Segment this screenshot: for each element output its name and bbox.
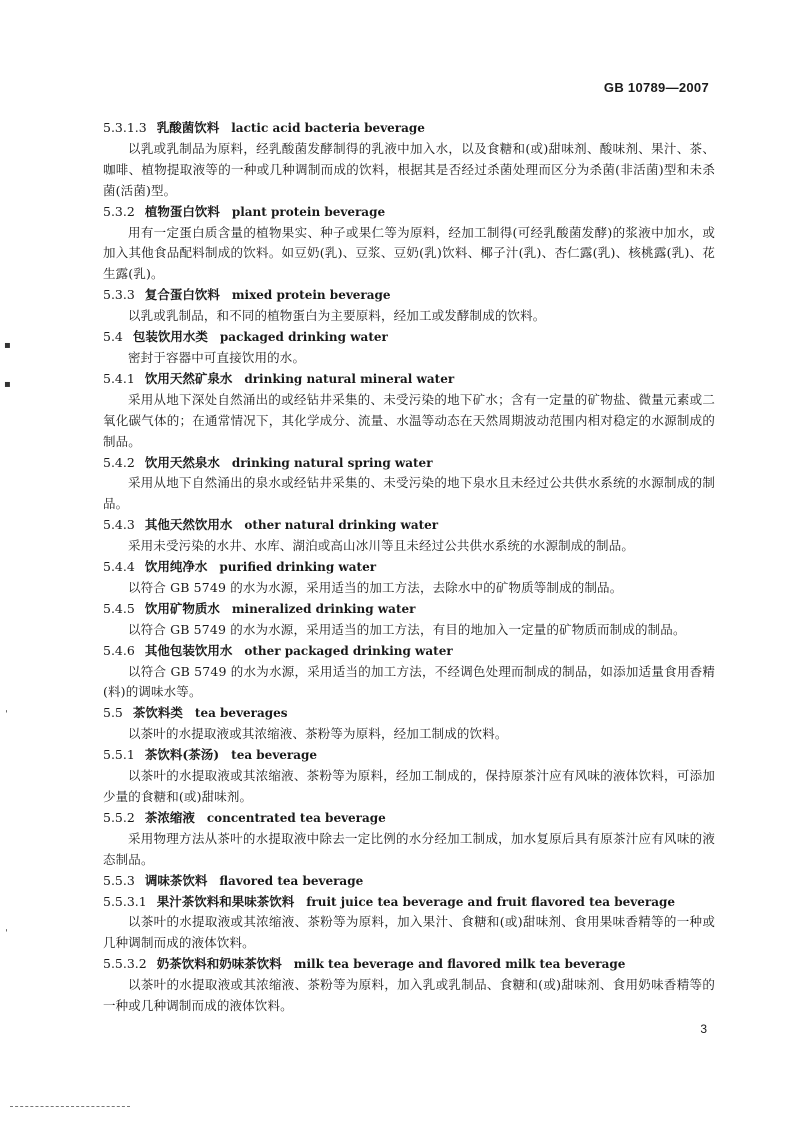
section-heading	[103, 808, 715, 829]
section-paragraph: 以符合 GB 5749 的水为水源，采用适当的加工方法，不经调色处理而制成的制品，如添加适量食用香精(料)的调味水等。	[103, 663, 715, 700]
scan-footer-rule	[10, 1106, 130, 1107]
section-title-chinese: 茶饮料类	[132, 705, 183, 721]
document-body	[103, 118, 715, 1017]
section	[103, 557, 715, 599]
document-code: GB 10789—2007	[603, 80, 709, 95]
section-heading	[103, 954, 715, 975]
section-title-chinese: 调味茶饮料	[144, 872, 208, 888]
section-paragraph: 采用从地下自然涌出的泉水或经钻井采集的、未受污染的地下泉水且未经过公共供水系统的水源制成的制品。	[103, 475, 715, 512]
section-title-english: milk tea beverage and flavored milk tea beverage	[293, 957, 626, 972]
section-number: 5.5.3	[103, 872, 135, 888]
section-heading	[103, 871, 715, 892]
section-title-chinese: 饮用天然矿泉水	[144, 370, 233, 386]
section-number: 5.4.3	[103, 517, 135, 533]
section-paragraph: 以符合 GB 5749 的水为水源，采用适当的加工方法，去除水中的矿物质等制成的制品。	[128, 579, 623, 595]
section-title-chinese: 茶饮料(茶汤)	[144, 747, 220, 763]
section-number: 5.4.4	[103, 559, 135, 575]
section-title-chinese: 植物蛋白饮料	[144, 203, 220, 219]
section	[103, 285, 715, 327]
section	[103, 599, 715, 641]
section-title-chinese: 复合蛋白饮料	[144, 287, 220, 303]
section-paragraph: 采用从地下深处自然涌出的或经钻井采集的、未受污染的地下矿水；含有一定量的矿物盐、微量元素或二氧化碳气体的；在通常情况下，其化学成分、流量、水温等动态在天然周期波动范围内相对稳定的水源制成的制品。	[103, 391, 715, 449]
section-heading	[103, 599, 715, 620]
section-title-english: mixed protein beverage	[231, 288, 391, 303]
section-title-chinese: 包装饮用水类	[132, 329, 208, 345]
section-heading	[103, 327, 715, 348]
section-paragraph: 以茶叶的水提取液或其浓缩液、茶粉等为原料，加入乳或乳制品、食糖和(或)甜味剂、食用奶味香精等的一种或几种调制而成的液体饮料。	[103, 977, 715, 1014]
section-title-chinese: 其他天然饮用水	[144, 517, 233, 533]
section-heading	[103, 703, 715, 724]
section-paragraph: 以乳或乳制品为原料，经乳酸菌发酵制得的乳液中加入水，以及食糖和(或)甜味剂、酸味剂、果汁、茶、咖啡、植物提取液等的一种或几种调制而成的饮料，根据其是否经过杀菌处理而区分为杀菌(非活菌)型和未杀菌(活菌)型。	[103, 140, 715, 198]
section-number: 5.3.2	[103, 203, 135, 219]
section	[103, 641, 715, 704]
section-title-english: other packaged drinking water	[244, 643, 453, 658]
section-number: 5.3.1.3	[103, 120, 147, 135]
section-paragraph: 采用未受污染的水井、水库、湖泊或高山冰川等且未经过公共供水系统的水源制成的制品。	[128, 538, 635, 554]
section	[103, 808, 715, 871]
section-heading	[103, 453, 715, 474]
section-number: 5.4.5	[103, 600, 135, 616]
section-title-english: tea beverages	[194, 706, 288, 721]
section	[103, 892, 715, 955]
section-paragraph: 以茶叶的水提取液或其浓缩液、茶粉等为原料，经加工制成的，保持原茶汁应有风味的液体饮料，可添加少量的食糖和(或)甜味剂。	[103, 768, 715, 804]
section-heading	[103, 118, 715, 139]
section-title-chinese: 果汁茶饮料和果味茶饮料	[156, 893, 295, 909]
section-title-chinese: 饮用纯净水	[144, 559, 208, 575]
section-number: 5.5	[103, 705, 123, 721]
section-title-english: fruit juice tea beverage and fruit flavored tea beverage	[306, 894, 675, 909]
section-heading	[103, 515, 715, 536]
section-title-chinese: 饮用矿物质水	[144, 600, 220, 616]
section-heading	[103, 892, 715, 913]
section-number: 5.5.3.2	[103, 956, 147, 972]
section-title-english: other natural drinking water	[244, 518, 439, 533]
section-paragraph: 用有一定蛋白质含量的植物果实、种子或果仁等为原料，经加工制得(可经乳酸菌发酵)的浆液中加水，或加入其他食品配料制成的饮料。如豆奶(乳)、豆浆、豆奶(乳)饮料、椰子汁(乳)、杏仁露(乳)、核桃露(乳)、花生露(乳)。	[103, 224, 715, 282]
section-title-english: packaged drinking water	[219, 330, 388, 345]
section-paragraph: 以茶叶的水提取液或其浓缩液、茶粉等为原料，加入果汁、食糖和(或)甜味剂、食用果味香精等的一种或几种调制而成的液体饮料。	[103, 914, 715, 951]
section-number: 5.5.1	[103, 747, 135, 763]
section-heading	[103, 285, 715, 306]
scan-artifact-dot: ˈ	[5, 929, 8, 940]
section-title-chinese: 奶茶饮料和奶味茶饮料	[156, 956, 282, 972]
section-title-english: concentrated tea beverage	[206, 810, 386, 825]
section-number: 5.4.2	[103, 454, 135, 470]
section	[103, 871, 715, 892]
section	[103, 453, 715, 516]
section-heading	[103, 641, 715, 662]
page-number: 3	[700, 1022, 707, 1036]
section-title-english: drinking natural spring water	[231, 455, 433, 470]
scan-artifact-dot: ▪	[4, 379, 11, 390]
section-number: 5.5.2	[103, 809, 135, 825]
section	[103, 202, 715, 286]
section	[103, 515, 715, 557]
section-heading	[103, 745, 715, 766]
section-paragraph: 以茶叶的水提取液或其浓缩液、茶粉等为原料，经加工制成的饮料。	[128, 726, 508, 742]
section-paragraph: 以乳或乳制品，和不同的植物蛋白为主要原料，经加工或发酵制成的饮料。	[128, 308, 546, 324]
section-title-english: flavored tea beverage	[219, 873, 364, 888]
section-paragraph: 采用物理方法从茶叶的水提取液中除去一定比例的水分经加工制成，加水复原后具有原茶汁应有风味的液态制品。	[103, 830, 715, 867]
section	[103, 745, 715, 808]
section-heading	[103, 369, 715, 390]
section-title-chinese: 茶浓缩液	[144, 809, 195, 825]
scan-artifact-dot: ▪	[4, 340, 11, 351]
section-heading	[103, 557, 715, 578]
section-paragraph: 以符合 GB 5749 的水为水源，采用适当的加工方法，有目的地加入一定量的矿物质而制成的制品。	[128, 621, 686, 637]
section-heading	[103, 202, 715, 223]
scan-artifact-dot: ˈ	[5, 710, 8, 721]
section	[103, 118, 715, 202]
section-title-chinese: 饮用天然泉水	[144, 454, 220, 470]
section-title-english: drinking natural mineral water	[244, 371, 455, 386]
section-title-english: plant protein beverage	[231, 204, 386, 219]
section-number: 5.4	[103, 329, 123, 345]
section-title-english: lactic acid bacteria beverage	[231, 121, 425, 135]
section	[103, 327, 715, 369]
section-title-chinese: 其他包装饮用水	[144, 642, 233, 658]
section-number: 5.4.1	[103, 370, 135, 386]
section-title-english: mineralized drinking water	[231, 601, 416, 616]
section-number: 5.3.3	[103, 287, 135, 303]
section	[103, 954, 715, 1017]
section-title-english: purified drinking water	[219, 560, 377, 575]
section-paragraph: 密封于容器中可直接饮用的水。	[128, 349, 306, 365]
section-title-chinese: 乳酸菌饮料	[156, 120, 220, 135]
section-number: 5.5.3.1	[103, 893, 147, 909]
section-title-english: tea beverage	[231, 748, 318, 763]
section	[103, 703, 715, 745]
section	[103, 369, 715, 453]
section-number: 5.4.6	[103, 642, 135, 658]
